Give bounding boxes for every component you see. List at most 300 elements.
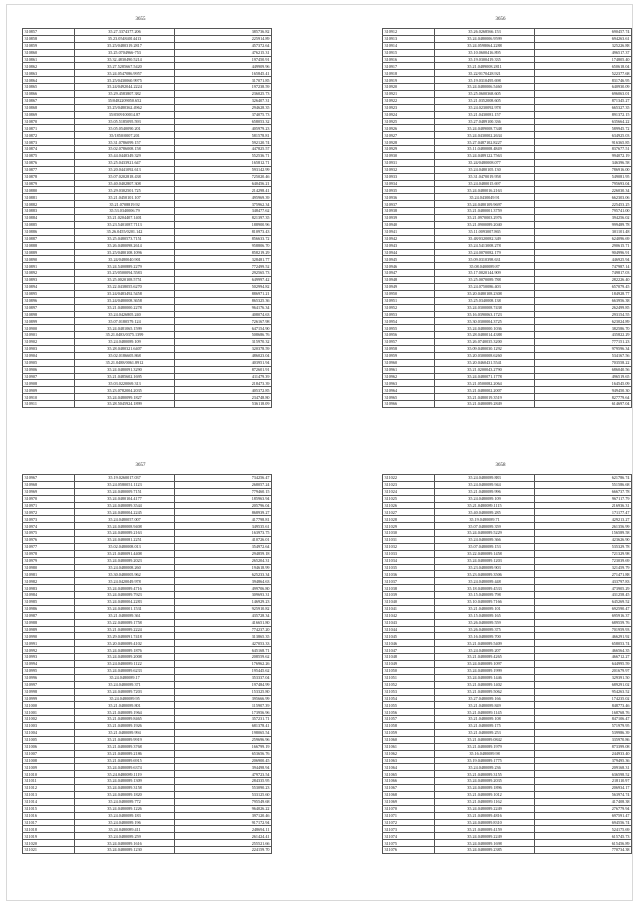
row-id-cell: 310941 (383, 228, 435, 235)
coordinate-cell: 35.21.0480089.994 (75, 729, 175, 736)
row-id-cell: 310991 (23, 640, 75, 647)
table-row (23, 481, 272, 488)
row-id-cell: 310922 (383, 97, 435, 104)
table-row (383, 550, 632, 557)
row-id-cell: 310958 (383, 345, 435, 352)
amount-cell: 636598.52 (535, 771, 632, 778)
table-row (383, 764, 632, 771)
amount-cell: 284335.95 (175, 778, 272, 785)
amount-cell: 640930.09 (535, 84, 632, 91)
row-id-cell: 311004 (23, 729, 75, 736)
amount-cell: 206934.17 (535, 785, 632, 792)
amount-cell: 394256.02 (535, 215, 632, 222)
table-row (23, 91, 272, 98)
amount-cell: 949450.30 (535, 387, 632, 394)
amount-cell: 925910.82 (175, 605, 272, 612)
amount-cell: 666737.78 (535, 488, 632, 495)
row-id-cell: 310990 (23, 633, 75, 640)
row-id-cell: 310987 (23, 612, 75, 619)
table-row (383, 270, 632, 277)
coordinate-cell: 35.32.4830490.5214 (75, 56, 175, 63)
row-id-cell: 310972 (23, 509, 75, 516)
coordinate-cell: 35.24.0480089.196 (75, 819, 175, 826)
coordinate-cell: 35.25.0070089.788 (435, 277, 535, 284)
table-row (23, 208, 272, 215)
coordinate-cell: 35.21.0489008.2811 (435, 63, 535, 70)
coordinate-cell: 35.26.0455/0201.142 (75, 228, 175, 235)
coordinate-cell: 35.21.0480089.1012 (435, 791, 535, 798)
coordinate-cell: 35.16.0480089.700 (435, 633, 535, 640)
table-row (23, 132, 272, 139)
table-row (383, 194, 632, 201)
table-row (383, 297, 632, 304)
row-id-cell: 311009 (23, 764, 75, 771)
amount-cell: 276779.94 (535, 805, 632, 812)
coordinate-cell: 35.24.0480099.1827 (75, 394, 175, 401)
row-id-cell: 311010 (23, 771, 75, 778)
amount-cell: 174805.40 (535, 56, 632, 63)
coordinate-cell: 35.24.0480089.109 (75, 339, 175, 346)
amount-cell: 411479.39 (175, 373, 272, 380)
table-row (23, 97, 272, 104)
coordinate-cell: 35.07.0180579.124 (75, 318, 175, 325)
row-id-cell: 310857 (23, 29, 75, 36)
amount-cell: 533125.60 (175, 791, 272, 798)
row-id-cell: 310994 (23, 661, 75, 668)
amount-cell: 416651.80 (175, 619, 272, 626)
row-id-cell: 311058 (383, 723, 435, 730)
row-id-cell: 311007 (23, 750, 75, 757)
table-row (23, 585, 272, 592)
data-table (22, 474, 272, 854)
row-id-cell: 310939 (383, 215, 435, 222)
coordinate-cell: 35.24.0480089.2249 (435, 805, 535, 812)
table-row (23, 488, 272, 495)
table-row (23, 304, 272, 311)
table-row (383, 111, 632, 118)
table-row (383, 304, 632, 311)
row-id-cell: 311028 (383, 516, 435, 523)
coordinate-cell: 35.25.0020108.5751 (75, 277, 175, 284)
table-row (383, 481, 632, 488)
table-row (23, 550, 272, 557)
coordinate-cell: 35.21.0480089.108 (435, 716, 535, 723)
amount-cell: 681378.41 (175, 723, 272, 730)
row-id-cell: 311031 (383, 537, 435, 544)
coordinate-cell: 35.31.0470019.958 (435, 173, 535, 180)
table-row (23, 791, 272, 798)
amount-cell: 209168.31 (535, 764, 632, 771)
row-id-cell: 310916 (383, 56, 435, 63)
coordinate-cell: 35/0482209050.652 (75, 97, 175, 104)
table-row (383, 743, 632, 750)
row-id-cell: 310920 (383, 84, 435, 91)
table-row (383, 612, 632, 619)
coordinate-cell: 35.24.0480089.4716 (75, 585, 175, 592)
table-row (383, 91, 632, 98)
coordinate-cell: 35.24.0480006.5460 (435, 84, 535, 91)
table-row (383, 475, 632, 482)
table-row (383, 173, 632, 180)
row-id-cell: 310955 (383, 325, 435, 332)
coordinate-cell: 35.24.0480089.7923 (75, 592, 175, 599)
table-row (383, 215, 632, 222)
coordinate-cell: 35.24.0480089.883 (435, 475, 535, 482)
amount-cell: 317071.85 (175, 77, 272, 84)
coordinate-cell: 35.19.0310495.698 (435, 77, 535, 84)
table-row (383, 681, 632, 688)
coordinate-cell: 35.24.0489122.7563 (435, 153, 535, 160)
amount-cell: 686040.56 (535, 366, 632, 373)
amount-cell: 268057.24 (175, 481, 272, 488)
row-id-cell: 310977 (23, 543, 75, 550)
table-row (23, 640, 272, 647)
table-row (383, 104, 632, 111)
coordinate-cell: 35.21.0480089.1402 (435, 681, 535, 688)
coordinate-cell: 35.24.0480089.1122 (75, 661, 175, 668)
coordinate-cell: 35.24.0480089.2008 (75, 654, 175, 661)
coordinate-cell: 35.20.0300008.6260 (435, 352, 535, 359)
table-row (23, 833, 272, 840)
coordinate-cell: 35.21.0480089.101 (435, 605, 535, 612)
table-row (23, 29, 272, 36)
table-row (383, 709, 632, 716)
row-id-cell: 311029 (383, 523, 435, 530)
row-id-cell: 310929 (383, 146, 435, 153)
table-row (23, 826, 272, 833)
table-row (383, 366, 632, 373)
table-row (383, 42, 632, 49)
table-row (383, 132, 632, 139)
row-id-cell: 310928 (383, 139, 435, 146)
row-id-cell: 311076 (383, 847, 435, 854)
table-row (23, 70, 272, 77)
amount-cell: 224159.70 (175, 847, 272, 854)
table-row (23, 757, 272, 764)
amount-cell: 634925.03 (535, 132, 632, 139)
amount-cell: 385736.82 (175, 29, 272, 36)
amount-cell: 259696.96 (175, 736, 272, 743)
amount-cell: 779460.15 (175, 488, 272, 495)
table-row (383, 826, 632, 833)
coordinate-cell: 35.24.0480008.260 (75, 564, 175, 571)
amount-cell: 657079.45 (535, 283, 632, 290)
table-row (23, 77, 272, 84)
amount-cell: 886971.21 (175, 290, 272, 297)
coordinate-cell: 35.24.0480089.772 (75, 798, 175, 805)
row-id-cell: 310860 (23, 49, 75, 56)
table-row (383, 798, 632, 805)
row-id-cell: 310981 (23, 571, 75, 578)
amount-cell: 248694.11 (175, 826, 272, 833)
row-id-cell: 310866 (23, 91, 75, 98)
table-row (23, 352, 272, 359)
coordinate-cell: 35.24.0480089.1203 (435, 557, 535, 564)
amount-cell: 734256.47 (175, 475, 272, 482)
table-row (23, 571, 272, 578)
amount-cell: 313865.35 (175, 633, 272, 640)
table-row (23, 111, 272, 118)
amount-cell: 449909.96 (175, 63, 272, 70)
row-id-cell: 311065 (383, 771, 435, 778)
row-id-cell: 311051 (383, 674, 435, 681)
table-row (383, 847, 632, 854)
coordinate-cell: 35.21.0480089.175 (435, 723, 535, 730)
amount-cell: 856633.72 (175, 235, 272, 242)
coordinate-cell: 35.21.0970003.2976 (435, 215, 535, 222)
row-id-cell: 310903 (23, 345, 75, 352)
amount-cell: 967117.79 (535, 495, 632, 502)
coordinate-cell: 35.21.0488/0061.8912 (75, 359, 175, 366)
coordinate-cell: 35.21.0480019.3519 (435, 394, 535, 401)
table-row (383, 187, 632, 194)
row-id-cell: 310895 (23, 290, 75, 297)
coordinate-cell: 35.27.0480089.166 (435, 695, 535, 702)
table-row (383, 201, 632, 208)
row-id-cell: 311039 (383, 592, 435, 599)
row-id-cell: 311043 (383, 619, 435, 626)
amount-cell: 701959.93 (535, 626, 632, 633)
amount-cell: 868939.27 (175, 509, 272, 516)
table-row (23, 564, 272, 571)
table-row (383, 812, 632, 819)
coordinate-cell: 35.21.0480001.3759 (435, 208, 535, 215)
coordinate-cell: 35.07.0480089.153 (435, 543, 535, 550)
table-row (23, 667, 272, 674)
amount-cell: 375962.34 (175, 201, 272, 208)
table-title: 3657 (135, 463, 146, 468)
amount-cell: 663956.38 (535, 297, 632, 304)
row-id-cell: 311047 (383, 647, 435, 654)
amount-cell: 496519.65 (535, 373, 632, 380)
table-row (23, 277, 272, 284)
coordinate-cell: 35.03.0220069.313 (75, 380, 175, 387)
table-row (383, 256, 632, 263)
table-row (23, 778, 272, 785)
coordinate-cell: 35.10.0480089.7166 (435, 599, 535, 606)
table-row (23, 729, 272, 736)
amount-cell: 650618.04 (535, 63, 632, 70)
table-row (23, 530, 272, 537)
row-id-cell: 311016 (23, 812, 75, 819)
row-id-cell: 311062 (383, 750, 435, 757)
table-row (23, 750, 272, 757)
table-row (383, 125, 632, 132)
row-id-cell: 310878 (23, 173, 75, 180)
row-id-cell: 311022 (383, 475, 435, 482)
coordinate-cell: 35.21.0480002.2007 (435, 387, 535, 394)
row-id-cell: 310969 (23, 488, 75, 495)
coordinate-cell: 35.20.0480089.4102 (75, 640, 175, 647)
table-row (383, 488, 632, 495)
row-id-cell: 311056 (383, 709, 435, 716)
table-row (23, 242, 272, 249)
amount-cell: 694556.74 (535, 819, 632, 826)
table-row (23, 297, 272, 304)
amount-cell: 165812.71 (175, 159, 272, 166)
amount-cell: 615456.89 (535, 840, 632, 847)
amount-cell: 772499.52 (175, 263, 272, 270)
coordinate-cell: 35.25.0480573.7151 (75, 235, 175, 242)
coordinate-cell: 35.25.0433921.647 (75, 159, 175, 166)
amount-cell: 218473.39 (175, 380, 272, 387)
row-id-cell: 310982 (23, 578, 75, 585)
coordinate-cell: 35.05.0540090.201 (75, 125, 175, 132)
coordinate-cell: 35.21.0708819.92 (75, 201, 175, 208)
table-row (383, 283, 632, 290)
coordinate-cell: 35.24.0480089.6374 (75, 764, 175, 771)
coordinate-cell: 35.29.0302501.725 (75, 187, 175, 194)
amount-cell: 403951.94 (175, 359, 272, 366)
table-row (23, 736, 272, 743)
amount-cell: 261424.41 (175, 833, 272, 840)
row-id-cell: 310936 (383, 194, 435, 201)
row-id-cell: 310905 (23, 359, 75, 366)
amount-cell: 999489.78 (535, 221, 632, 228)
row-id-cell: 310877 (23, 166, 75, 173)
table-row (383, 716, 632, 723)
amount-cell: 346396.58 (535, 159, 632, 166)
row-id-cell: 310882 (23, 201, 75, 208)
coordinate-cell: 35.24/0483492.5458 (75, 290, 175, 297)
row-id-cell: 310859 (23, 42, 75, 49)
row-id-cell: 310940 (383, 221, 435, 228)
coordinate-cell: 35.24.0480006.9599 (435, 35, 535, 42)
amount-cell: 623024.89 (535, 318, 632, 325)
coordinate-cell: 35.21.0483/0375.1399 (75, 332, 175, 339)
amount-cell: 721329.98 (535, 550, 632, 557)
coordinate-cell: 35.21.0200043.2790 (435, 366, 535, 373)
amount-cell: 354972.64 (175, 543, 272, 550)
table-row (383, 791, 632, 798)
table-row (23, 201, 272, 208)
row-id-cell: 310932 (383, 166, 435, 173)
row-id-cell: 310937 (383, 201, 435, 208)
table-row (383, 221, 632, 228)
row-id-cell: 310985 (23, 599, 75, 606)
coordinate-cell: 35.21.0480089.1115 (435, 502, 535, 509)
row-id-cell: 310926 (383, 125, 435, 132)
table-row (23, 215, 272, 222)
amount-cell: 466564.35 (535, 647, 632, 654)
coordinate-cell: 35.17.0020144.909 (435, 270, 535, 277)
table-row (383, 380, 632, 387)
amount-cell: 662303.06 (535, 194, 632, 201)
row-id-cell: 311019 (23, 833, 75, 840)
table-row (383, 502, 632, 509)
table-row (383, 723, 632, 730)
coordinate-cell: 35.25.0600368.605 (435, 91, 535, 98)
table-row (23, 537, 272, 544)
table-row (383, 77, 632, 84)
amount-cell: 320378.59 (175, 345, 272, 352)
table-row (23, 194, 272, 201)
coordinate-cell: 35.24.0480008.9408 (75, 523, 175, 530)
coordinate-cell: 35.24.0480001.1531 (75, 605, 175, 612)
row-id-cell: 311021 (23, 847, 75, 854)
amount-cell: 197484.99 (175, 681, 272, 688)
table-row (23, 166, 272, 173)
table-row (383, 277, 632, 284)
amount-cell: 703558.22 (535, 359, 632, 366)
coordinate-cell: 35.24.0430002.2634 (435, 132, 535, 139)
row-id-cell: 310973 (23, 516, 75, 523)
table-row (23, 612, 272, 619)
coordinate-cell: 35.24.0480089.2249 (435, 833, 535, 840)
row-id-cell: 310886 (23, 228, 75, 235)
amount-cell: 205796.04 (175, 502, 272, 509)
table-row (383, 29, 632, 36)
amount-cell: 163973.75 (175, 530, 272, 537)
amount-cell: 410726.01 (175, 537, 272, 544)
row-id-cell: 310864 (23, 77, 75, 84)
row-id-cell: 310931 (383, 159, 435, 166)
row-id-cell: 311023 (383, 481, 435, 488)
row-id-cell: 310873 (23, 139, 75, 146)
row-id-cell: 310943 (383, 242, 435, 249)
row-id-cell: 311063 (383, 757, 435, 764)
coordinate-cell: 35.24.0480089.1230 (75, 847, 175, 854)
coordinate-cell: 35.24.0426805.240 (75, 311, 175, 318)
row-id-cell: 310913 (383, 35, 435, 42)
table-row (23, 681, 272, 688)
amount-cell: 831746.95 (535, 77, 632, 84)
coordinate-cell: 35.24.0480089.411 (75, 826, 175, 833)
table-row (23, 283, 272, 290)
table-row (383, 695, 632, 702)
amount-cell: 255521.66 (175, 840, 272, 847)
row-id-cell: 310912 (383, 29, 435, 36)
coordinate-cell: 35.21.0480089.996 (435, 488, 535, 495)
amount-cell: 328481.77 (175, 256, 272, 263)
row-id-cell: 310887 (23, 235, 75, 242)
row-id-cell: 311046 (383, 640, 435, 647)
table-row (23, 332, 272, 339)
table-row (23, 118, 272, 125)
row-id-cell: 310947 (383, 270, 435, 277)
amount-cell: 427053.33 (175, 640, 272, 647)
coordinate-cell: 35.21.0480089.5409 (435, 640, 535, 647)
coordinate-cell: 35.22.0480089.1758 (75, 619, 175, 626)
coordinate-cell: 35.24.0750086.403 (435, 283, 535, 290)
table-row (23, 104, 272, 111)
amount-cell: 146929.23 (175, 599, 272, 606)
amount-cell: 689559.76 (535, 619, 632, 626)
amount-cell: 848773.46 (535, 702, 632, 709)
row-id-cell: 311034 (383, 557, 435, 564)
coordinate-cell: 35.24/0480040.901 (75, 256, 175, 263)
coordinate-cell: 35.40.0402807.308 (75, 180, 175, 187)
table-row (383, 564, 632, 571)
amount-cell: 466291.92 (535, 633, 632, 640)
amount-cell: 958806.70 (175, 242, 272, 249)
coordinate-cell: 35.28.0480321.6407 (75, 345, 175, 352)
table-row (23, 764, 272, 771)
coordinate-cell: 35/1850/0007.201 (75, 132, 175, 139)
table-row (383, 228, 632, 235)
amount-cell: 185963.94 (175, 495, 272, 502)
table-row (23, 543, 272, 550)
table-row (383, 674, 632, 681)
row-id-cell: 311006 (23, 743, 75, 750)
table-row (383, 242, 632, 249)
amount-cell: 214298.41 (175, 187, 272, 194)
row-id-cell: 311001 (23, 709, 75, 716)
row-id-cell: 310862 (23, 63, 75, 70)
amount-cell: 536118.09 (175, 401, 272, 408)
amount-cell: 524175.69 (535, 826, 632, 833)
table-row (23, 626, 272, 633)
